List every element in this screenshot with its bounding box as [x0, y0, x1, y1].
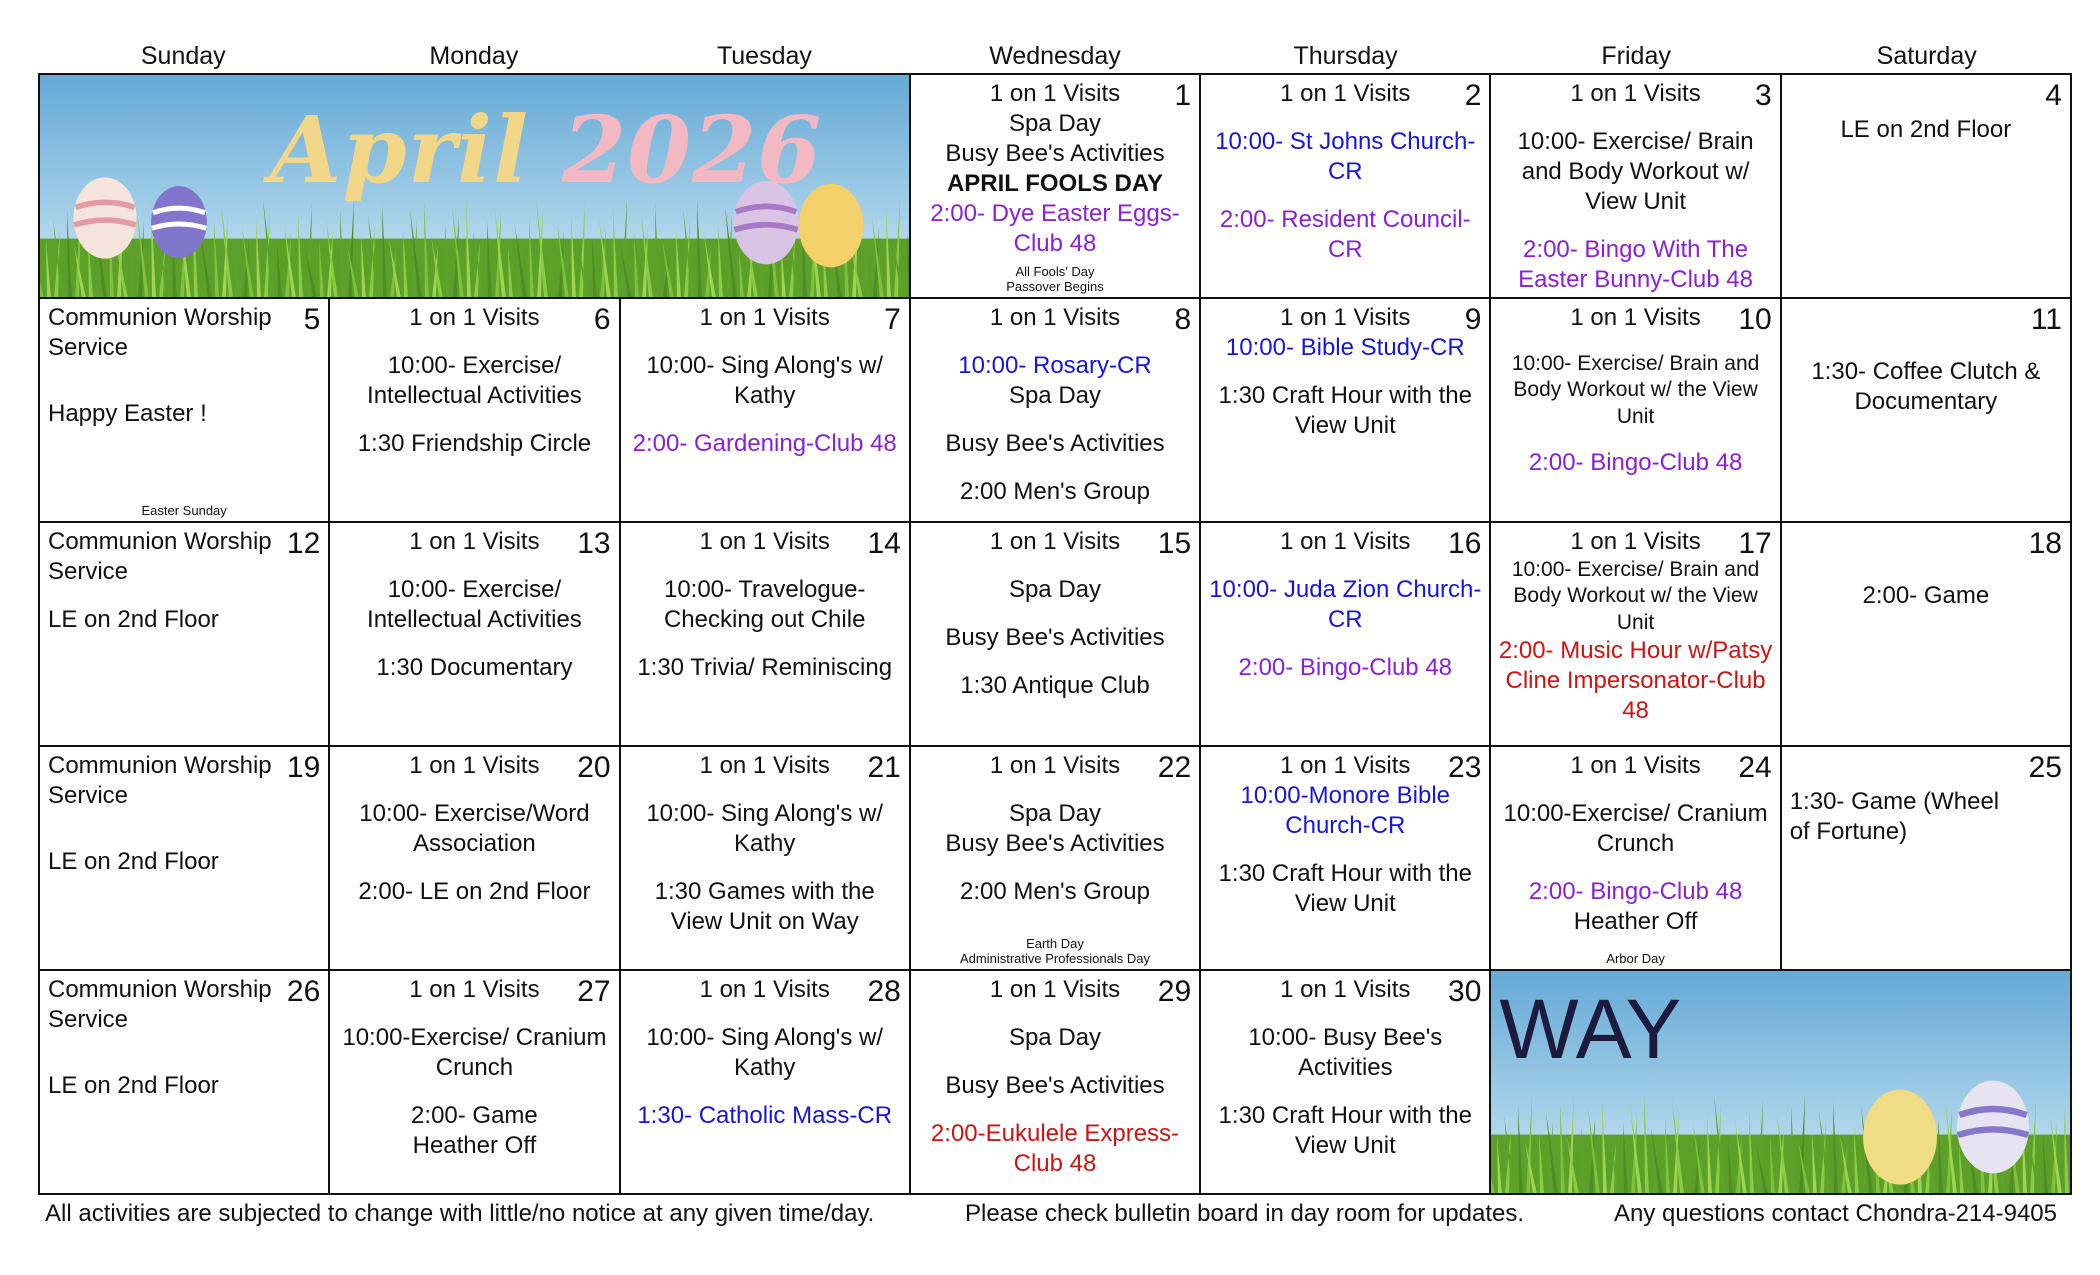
event-line: 10:00- Exercise/ Intellectual Activities	[367, 576, 582, 633]
event-line: 1 on 1 Visits	[1280, 528, 1411, 555]
day-number: 28	[867, 975, 901, 1008]
holiday-notes	[40, 503, 328, 519]
month-title-banner	[40, 75, 911, 299]
event-line: 10:00- Bible Study-CR	[1225, 334, 1465, 361]
event-line: 1 on 1 Visits	[409, 528, 540, 555]
event-line: 1:30- Game (Wheel of Fortune)	[1789, 788, 2000, 845]
event-line: 1:30 Craft Hour with the View Unit	[1218, 860, 1472, 917]
day-number: 4	[2045, 79, 2062, 112]
event-line: Heather Off	[1573, 908, 1698, 935]
weekday-label-friday: Friday	[1601, 42, 1671, 70]
day-number: 21	[867, 751, 901, 784]
event-line: Spa Day	[1008, 110, 1102, 137]
event-line: 1:30 Documentary	[376, 654, 573, 681]
day-number: 25	[2028, 751, 2062, 784]
day-cell-4	[1782, 75, 2072, 299]
event-line: 1 on 1 Visits	[409, 304, 540, 331]
event-line: 1 on 1 Visits	[1280, 304, 1411, 331]
event-line: 10:00-Monore Bible Church-CR	[1240, 782, 1451, 839]
day-number: 16	[1448, 527, 1482, 560]
event-line: 1:30 Games with the View Unit on Way	[654, 878, 875, 935]
day-number: 22	[1157, 751, 1192, 784]
month-title-year: 2026	[562, 96, 823, 204]
event-line: Communion Worship Service	[48, 304, 272, 361]
event-line: LE on 2nd Floor	[1840, 116, 2012, 143]
event-line: 2:00 Men's Group	[959, 478, 1150, 505]
event-line: 1 on 1 Visits	[409, 976, 540, 1003]
event-line: Spa Day	[1008, 1024, 1102, 1051]
event-line: 2:00- Bingo-Club 48	[1528, 878, 1743, 905]
event-line: Busy Bee's Activities	[945, 1072, 1165, 1099]
holiday-note: Arbor Day	[1606, 951, 1665, 967]
event-line: 1 on 1 Visits	[699, 528, 830, 555]
event-line: 10:00-Exercise/ Cranium Crunch	[342, 1024, 607, 1081]
day-cell-28	[621, 971, 911, 1195]
event-line: 2:00- Game	[411, 1102, 538, 1129]
event-line: Busy Bee's Activities	[945, 430, 1165, 457]
holiday-notes	[911, 264, 1199, 295]
event-line: 10:00- Sing Along's w/ Kathy	[646, 800, 884, 857]
event-line: 10:00- Exercise/ Brain and Body Workout w/ View Unit	[1517, 128, 1754, 215]
footer-disclaimer: All activities are subjected to change with little/no notice at any given time/day.	[45, 1200, 875, 1227]
event-line: 10:00- Sing Along's w/ Kathy	[646, 1024, 884, 1081]
event-line: 1 on 1 Visits	[989, 976, 1121, 1003]
day-cell-19	[40, 747, 330, 971]
day-number: 10	[1738, 303, 1772, 336]
weekday-label-tuesday: Tuesday	[716, 42, 812, 70]
day-number: 18	[2028, 527, 2062, 560]
day-cell-12	[40, 523, 330, 747]
day-number: 3	[1755, 79, 1772, 112]
day-number: 24	[1738, 751, 1772, 784]
event-line: 1 on 1 Visits	[1280, 752, 1411, 779]
event-line: LE on 2nd Floor	[48, 1072, 219, 1099]
day-cell-15	[911, 523, 1201, 747]
event-line: 1 on 1 Visits	[699, 752, 830, 779]
day-number: 2	[1464, 79, 1482, 112]
event-line: 1 on 1 Visits	[989, 528, 1121, 555]
day-number: 30	[1448, 975, 1482, 1008]
weekday-label-saturday: Saturday	[1876, 42, 1977, 70]
day-number: 20	[577, 751, 611, 784]
event-line: 10:00- Juda Zion Church-CR	[1209, 576, 1482, 633]
month-title-month: April	[270, 96, 530, 204]
event-line: 10:00- Busy Bee's Activities	[1248, 1024, 1443, 1081]
event-line: Communion Worship Service	[48, 528, 272, 585]
event-line: 2:00- Gardening-Club 48	[632, 430, 897, 457]
event-line: 1 on 1 Visits	[1570, 80, 1701, 107]
event-line: 1 on 1 Visits	[989, 752, 1121, 779]
way-label: WAY	[1499, 982, 1682, 1076]
day-cell-26	[40, 971, 330, 1195]
event-line: 1:30 Trivia/ Reminiscing	[637, 654, 893, 681]
day-number: 15	[1157, 527, 1192, 560]
event-line: 1 on 1 Visits	[409, 752, 540, 779]
day-cell-16	[1201, 523, 1491, 747]
event-line: 2:00- Game	[1862, 582, 1990, 609]
event-line: Heather Off	[412, 1132, 537, 1159]
day-cell-6	[330, 299, 620, 523]
event-line: Happy Easter !	[48, 400, 207, 427]
event-line: 1 on 1 Visits	[699, 976, 830, 1003]
holiday-notes	[911, 936, 1199, 967]
calendar-grid	[38, 73, 2072, 1195]
day-cell-13	[330, 523, 620, 747]
event-line: 1:30 Friendship Circle	[357, 430, 592, 457]
day-number: 26	[286, 975, 321, 1008]
day-number: 19	[286, 751, 321, 784]
event-line: 10:00-Exercise/ Cranium Crunch	[1503, 800, 1768, 857]
event-line: 2:00- Bingo-Club 48	[1528, 448, 1743, 476]
day-cell-25	[1782, 747, 2072, 971]
spotted-egg-icon	[148, 177, 210, 269]
day-cell-17	[1491, 523, 1781, 747]
event-line: 1 on 1 Visits	[989, 304, 1121, 331]
event-line: Spa Day	[1008, 382, 1102, 409]
day-number: 12	[286, 527, 321, 560]
event-line: APRIL FOOLS DAY	[946, 170, 1164, 197]
event-line: 2:00 Men's Group	[959, 878, 1150, 905]
event-line: 2:00- Bingo With The Easter Bunny-Club 48	[1518, 236, 1753, 293]
day-cell-27	[330, 971, 620, 1195]
event-line: 1:30 Craft Hour with the View Unit	[1218, 1102, 1472, 1159]
event-line: 1 on 1 Visits	[1570, 752, 1701, 779]
day-number: 27	[577, 975, 611, 1008]
event-line: LE on 2nd Floor	[48, 848, 219, 875]
day-number: 11	[2030, 303, 2062, 336]
day-number: 13	[577, 527, 611, 560]
holiday-note: Easter Sunday	[141, 503, 227, 519]
day-number: 14	[867, 527, 901, 560]
way-banner	[1491, 971, 2072, 1195]
event-line: Communion Worship Service	[48, 752, 272, 809]
event-line: 1:30 Craft Hour with the View Unit	[1218, 382, 1472, 439]
month-title	[270, 93, 822, 208]
event-line: 1 on 1 Visits	[699, 304, 830, 331]
event-line: 10:00- Exercise/ Brain and Body Workout w/ the View Unit	[1511, 352, 1760, 428]
day-number: 1	[1174, 79, 1192, 112]
day-cell-10	[1491, 299, 1781, 523]
weekday-header-row	[38, 40, 2072, 72]
day-number: 9	[1464, 303, 1482, 336]
day-cell-29	[911, 971, 1201, 1195]
event-line: 10:00- St Johns Church-CR	[1215, 128, 1476, 185]
event-line: Busy Bee's Activities	[945, 830, 1165, 857]
day-cell-14	[621, 523, 911, 747]
event-line: 2:00- Dye Easter Eggs-Club 48	[930, 200, 1180, 257]
event-line: 10:00- Sing Along's w/ Kathy	[646, 352, 884, 409]
day-cell-23	[1201, 747, 1491, 971]
striped-egg-icon	[70, 167, 140, 270]
holiday-note: Earth Day	[1026, 935, 1084, 951]
event-line: 1:30- Catholic Mass-CR	[637, 1102, 893, 1129]
weekday-label-monday: Monday	[429, 42, 519, 70]
event-line: 1 on 1 Visits	[1570, 304, 1701, 331]
event-line: 10:00- Travelogue- Checking out Chile	[663, 576, 866, 633]
event-line: 1 on 1 Visits	[1570, 528, 1701, 555]
event-line: Busy Bee's Activities	[945, 140, 1165, 167]
day-cell-9	[1201, 299, 1491, 523]
weekday-label-wednesday: Wednesday	[989, 42, 1121, 70]
weekday-label-sunday: Sunday	[140, 42, 226, 70]
holiday-notes	[1491, 951, 1779, 967]
event-line: 10:00- Exercise/ Intellectual Activities	[367, 352, 582, 409]
day-number: 29	[1157, 975, 1192, 1008]
day-number: 6	[593, 303, 611, 336]
event-line: 10:00- Exercise/ Brain and Body Workout w/ the View Unit	[1511, 558, 1760, 634]
day-number: 7	[884, 303, 901, 336]
day-number: 17	[1738, 527, 1772, 560]
event-line: 1:30- Coffee Clutch & Documentary	[1811, 358, 2041, 415]
event-line: 10:00- Rosary-CR	[958, 352, 1152, 379]
event-line: 10:00- Exercise/Word Association	[359, 800, 590, 857]
footer-bulletin-note: Please check bulletin board in day room for updates.	[965, 1200, 1524, 1227]
footer-contact: Any questions contact Chondra-214-9405	[1614, 1200, 2057, 1227]
day-cell-20	[330, 747, 620, 971]
yellow-egg-icon	[1859, 1079, 1941, 1195]
day-cell-3	[1491, 75, 1781, 299]
day-cell-11	[1782, 299, 2072, 523]
event-line: Spa Day	[1008, 576, 1102, 603]
holiday-note: Passover Begins	[1006, 279, 1104, 295]
holiday-note: All Fools' Day	[1015, 263, 1095, 279]
event-line: 1 on 1 Visits	[989, 80, 1121, 107]
weekday-label-thursday: Thursday	[1293, 42, 1398, 70]
event-line: 2:00- Resident Council-CR	[1219, 206, 1471, 263]
footer-notes	[45, 1197, 2065, 1231]
event-line: LE on 2nd Floor	[48, 606, 219, 633]
day-cell-7	[621, 299, 911, 523]
event-line: Spa Day	[1008, 800, 1102, 827]
day-cell-24	[1491, 747, 1781, 971]
day-cell-5	[40, 299, 330, 523]
event-line: 2:00- Music Hour w/Patsy Cline Impersonator-Club 48	[1498, 636, 1773, 724]
day-number: 23	[1448, 751, 1482, 784]
day-number: 5	[303, 303, 321, 336]
day-cell-2	[1201, 75, 1491, 299]
event-line: 2:00-Eukulele Express-Club 48	[930, 1120, 1180, 1177]
event-line: 1 on 1 Visits	[1280, 976, 1411, 1003]
day-cell-21	[621, 747, 911, 971]
event-line: 2:00- LE on 2nd Floor	[358, 878, 591, 905]
event-line: 1 on 1 Visits	[1280, 80, 1411, 107]
day-cell-8	[911, 299, 1201, 523]
event-line: 1:30 Antique Club	[960, 672, 1150, 699]
day-number: 8	[1174, 303, 1192, 336]
event-line: 2:00- Bingo-Club 48	[1238, 654, 1453, 681]
day-cell-30	[1201, 971, 1491, 1195]
day-cell-22	[911, 747, 1201, 971]
day-cell-18	[1782, 523, 2072, 747]
event-line: Communion Worship Service	[48, 976, 272, 1033]
purple-striped-egg-icon	[1953, 1071, 2033, 1183]
day-cell-1	[911, 75, 1201, 299]
holiday-note: Administrative Professionals Day	[959, 951, 1150, 967]
event-line: Busy Bee's Activities	[945, 624, 1165, 651]
